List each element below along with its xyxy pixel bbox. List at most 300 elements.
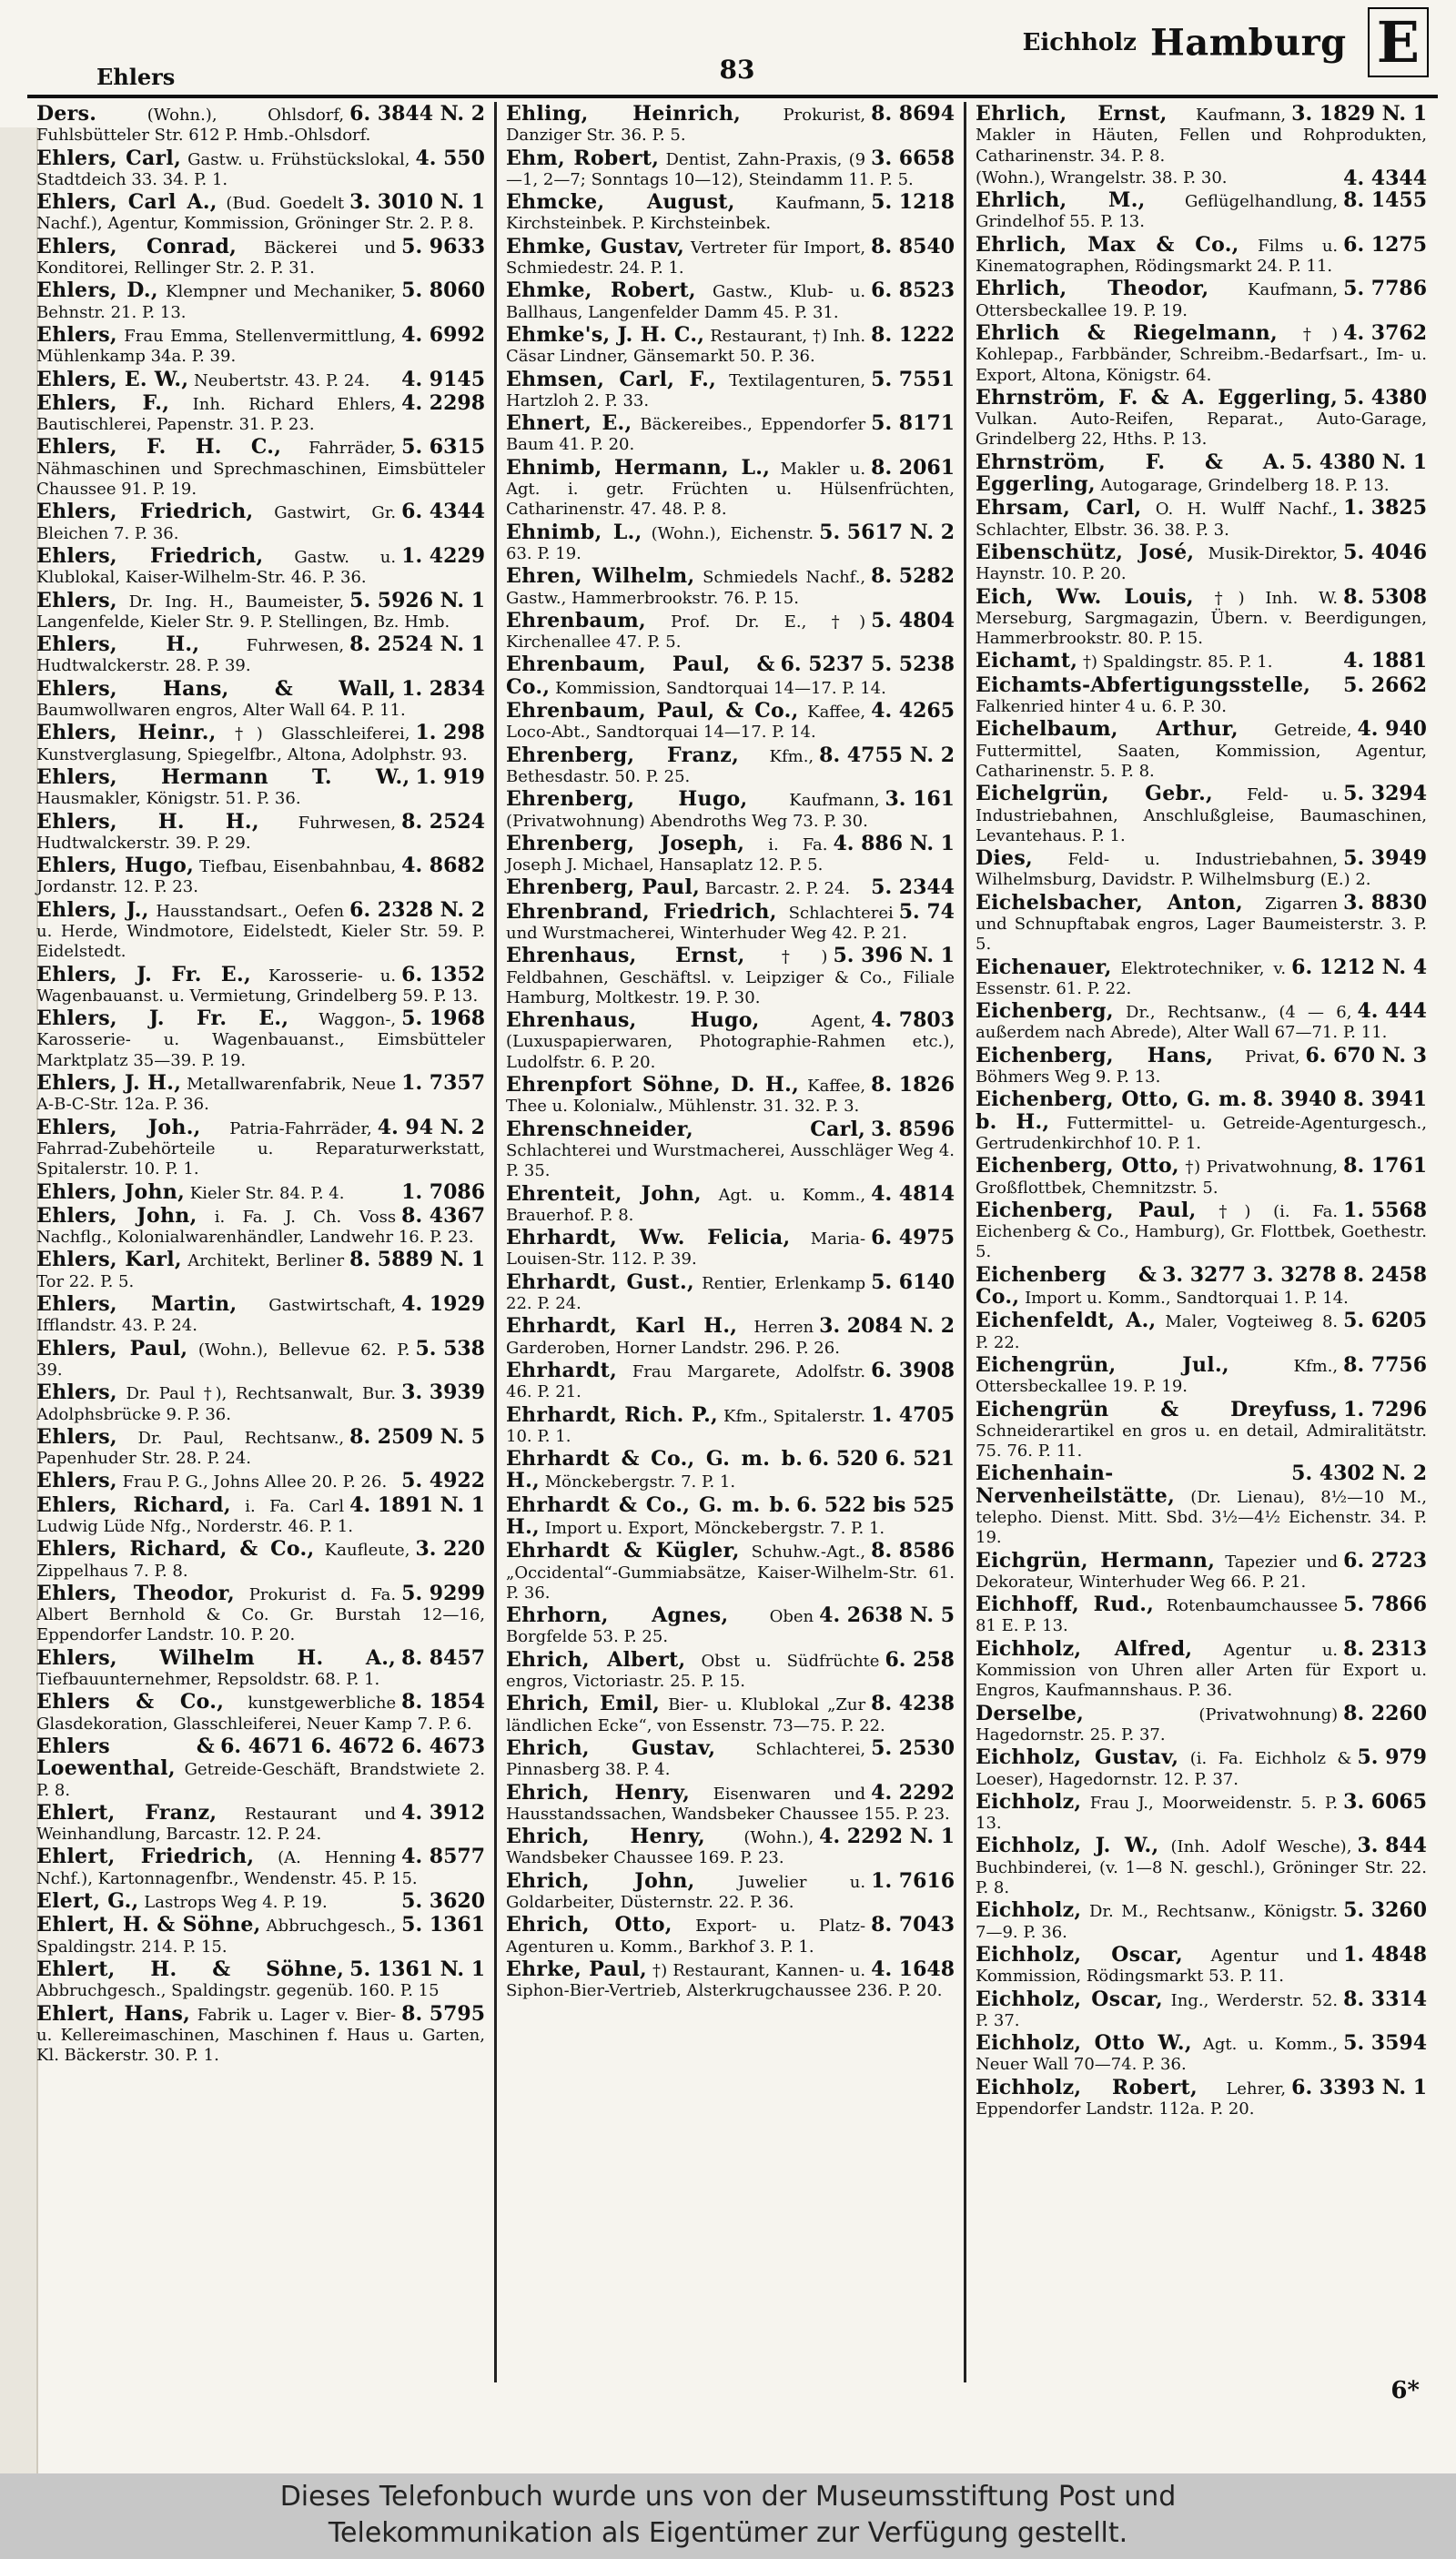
listing-entry bbox=[36, 962, 485, 1007]
phone-number: 4. 94 N. 2 bbox=[377, 1115, 485, 1139]
phone-number: 6. 522 bis 525 bbox=[796, 1492, 955, 1517]
listing-details: Gastw. u. Klublokal, Kaiser-Wilhelm-Str. 46. P. 36. bbox=[36, 547, 397, 588]
listing-name: Ehrhardt & Co., G. m. b. H., bbox=[506, 1492, 792, 1539]
phone-number: 8. 8694 bbox=[871, 102, 955, 126]
listing-details: Tiefbauunternehmer, Repsoldstr. 68. P. 1. bbox=[36, 1670, 380, 1690]
phone-number: 5. 3594 bbox=[1343, 2031, 1427, 2056]
listing-details: Oben Borgfelde 53. P. 25. bbox=[506, 1607, 814, 1647]
listing-entry bbox=[976, 1636, 1427, 1702]
listing-entry bbox=[976, 1397, 1427, 1462]
listing-details: Prof. Dr. E., †) Kirchenallee 47. P. 5. bbox=[506, 612, 866, 652]
listing-entry bbox=[506, 1868, 955, 1914]
listing-details: Gastwirt, Gr. Bleichen 7. P. 36. bbox=[36, 503, 397, 543]
phone-number: 4. 8682 bbox=[401, 854, 485, 878]
listing-name: Ehmke, Gustav, bbox=[506, 234, 685, 258]
listing-name: Eichenhain-Nervenheilstätte, bbox=[976, 1462, 1176, 1508]
phone-number: 1. 4848 bbox=[1343, 1942, 1427, 1967]
listing-name: Ehlert, Franz, bbox=[36, 1800, 217, 1825]
listing-entry bbox=[36, 855, 485, 898]
listing-name: Eichholz, J. W., bbox=[976, 1834, 1159, 1858]
listing-entry bbox=[506, 1541, 955, 1603]
listing-details: O. H. Wulff Nachf., Schlachter, Elbstr. 36. 38. P. 3. bbox=[976, 500, 1339, 540]
phone-number: 5. 4380 bbox=[1343, 385, 1427, 410]
listing-details: Dr. M., Rechtsanw., Königstr. 7—9. P. 36. bbox=[976, 1902, 1339, 1942]
phone-number: 5. 6205 bbox=[1343, 1309, 1427, 1333]
listing-details: Inh. Richard Ehlers, Bautischlerei, Papenstr. 31. P. 23. bbox=[36, 394, 397, 435]
listing-name: Ehrenbrand, Friedrich, bbox=[506, 899, 777, 924]
listing-entry bbox=[36, 148, 485, 191]
listing-name: Ehlers, Joh., bbox=[36, 1115, 201, 1139]
listing-name: Ehlers, bbox=[36, 588, 117, 612]
phone-number: 8. 8540 bbox=[871, 234, 955, 258]
listing-details: Waggon-, Karosserie- u. Wagenbauanst., Eimsbütteler Marktplatz 35—39. P. 19. bbox=[36, 1010, 485, 1070]
phone-number: 4. 3762 bbox=[1343, 320, 1427, 345]
listing-name: Ehlers, D., bbox=[36, 278, 158, 303]
phone-number: 8. 2524 N. 1 bbox=[349, 632, 485, 657]
listing-entry bbox=[36, 234, 485, 279]
listing-details: Frau P. G., Johns Allee 20. P. 26. bbox=[122, 1472, 388, 1492]
phone-number: 5. 1968 bbox=[401, 1006, 485, 1031]
listing-details: Hausstandsart., Oefen u. Herde, Windmotore, Eidelstedt, Kieler Str. 59. P. Eidelstedt. bbox=[36, 901, 485, 962]
phone-number: 4. 4814 bbox=[871, 1181, 955, 1206]
listing-entry bbox=[36, 1645, 485, 1691]
listing-details: (Wohn.), Bellevue 62. P. 39. bbox=[36, 1340, 410, 1380]
listing-details: †) Privatwohnung, Großflottbek, Chemnitzstr. 5. bbox=[976, 1158, 1339, 1198]
phone-number: 6. 4671 6. 4672 6. 4673 bbox=[220, 1734, 485, 1758]
phone-number: 3. 2084 N. 2 bbox=[819, 1314, 955, 1339]
phone-number: 4. 9145 bbox=[401, 367, 485, 391]
listing-entry bbox=[976, 1043, 1427, 1088]
listing-entry bbox=[976, 1989, 1427, 2032]
listing-entry bbox=[976, 584, 1427, 650]
phone-number: 8. 8586 bbox=[871, 1539, 955, 1563]
phone-number: 5. 3620 bbox=[401, 1889, 485, 1914]
listing-entry bbox=[976, 232, 1427, 278]
listing-entry bbox=[976, 168, 1427, 188]
phone-number: 4. 1881 bbox=[1343, 649, 1427, 673]
listing-name: Ehlers, Carl, bbox=[36, 146, 182, 170]
listing-name: Ehrlich, Max & Co., bbox=[976, 232, 1239, 257]
listing-entry bbox=[506, 1010, 955, 1073]
phone-number: 3. 844 bbox=[1357, 1834, 1427, 1858]
listing-details: Kommission, Sandtorquai 14—17. P. 14. bbox=[555, 678, 886, 698]
listing-entry bbox=[36, 104, 485, 147]
listing-name: Ehrhorn, Agnes, bbox=[506, 1603, 729, 1628]
listing-entry bbox=[976, 890, 1427, 956]
listing-name: Dies, bbox=[976, 846, 1033, 871]
phone-number: 5. 8171 bbox=[871, 411, 955, 436]
listing-entry bbox=[506, 1402, 955, 1448]
phone-number: 5. 1361 N. 1 bbox=[349, 1957, 485, 1981]
listing-name: Eichengrün & Dreyfuss, bbox=[976, 1397, 1339, 1421]
phone-number: 5. 7551 bbox=[871, 367, 955, 391]
listing-entry bbox=[36, 543, 485, 589]
listing-entry bbox=[36, 1115, 485, 1180]
listing-entry bbox=[506, 1605, 955, 1648]
phone-number: 3. 8596 bbox=[871, 1117, 955, 1141]
phone-number: 5. 4804 bbox=[871, 608, 955, 632]
listing-entry bbox=[976, 1789, 1427, 1835]
listing-details: Bäckereibes., Eppendorfer Baum 41. P. 20. bbox=[506, 415, 866, 455]
listing-details: Falkenried hinter 4 u. 6. P. 30. bbox=[976, 697, 1227, 717]
listing-entry bbox=[976, 452, 1427, 497]
listing-details: Elektrotechniker, v. Essenstr. 61. P. 22. bbox=[976, 958, 1287, 998]
listing-entry bbox=[36, 1959, 485, 2002]
listing-entry bbox=[36, 1179, 485, 1204]
phone-number: 5. 538 bbox=[415, 1336, 485, 1360]
phone-number: 6. 3908 bbox=[871, 1358, 955, 1382]
phone-number: 4. 7803 bbox=[871, 1008, 955, 1033]
listing-details: (A. Henning Nchf.), Kartonnagenfbr., Wendenstr. 45. P. 15. bbox=[36, 1848, 418, 1888]
listing-name: Eichholz, bbox=[976, 1898, 1082, 1923]
phone-number: 8. 4367 bbox=[401, 1203, 485, 1228]
listing-details: (Wohn.), Ohlsdorf, Fuhlsbütteler Str. 612 P. Hmb.-Ohlsdorf. bbox=[36, 106, 371, 146]
listing-name: Ehrsam, Carl, bbox=[976, 496, 1142, 521]
listing-name: Ehlers, Richard, & Co., bbox=[36, 1537, 315, 1562]
listing-details: Films u. Kinematographen, Rödingsmarkt 24. P. 11. bbox=[976, 236, 1339, 277]
listing-name: Ehrnström, F. & A. Eggerling, bbox=[976, 385, 1339, 410]
listing-details: Obst u. Südfrüchte engros, Victoriastr. 25. P. 15. bbox=[506, 1651, 880, 1692]
listing-entry bbox=[506, 413, 955, 456]
column-2 bbox=[497, 102, 966, 2382]
listing-entry bbox=[506, 1959, 955, 2002]
listing-details: Frau Emma, Stellenvermittlung, Mühlenkamp 34a. P. 39. bbox=[36, 326, 397, 367]
listing-details: Gastwirtschaft, Ifflandstr. 43. P. 24. bbox=[36, 1296, 397, 1336]
listing-name: Ehrhardt & Kügler, bbox=[506, 1539, 740, 1563]
listing-entry bbox=[36, 390, 485, 436]
listing-details: Maria-Louisen-Str. 112. P. 39. bbox=[506, 1229, 866, 1269]
listing-entry bbox=[506, 1647, 955, 1693]
listing-details: Kaufmann, Makler in Häuten, Fellen und Rohprodukten, Catharinenstr. 34. P. 8. bbox=[976, 106, 1427, 166]
listing-entry bbox=[36, 2001, 485, 2067]
phone-number: 8. 1854 bbox=[401, 1690, 485, 1714]
listing-details: Herren Garderoben, Horner Landstr. 296. P. 26. bbox=[506, 1318, 840, 1358]
footer-line-1: Dieses Telefonbuch wurde uns von der Museumsstiftung Post und bbox=[279, 2481, 1177, 2513]
phone-number: 3. 6658 bbox=[871, 146, 955, 170]
phone-number: 5. 4380 N. 1 bbox=[1291, 450, 1427, 474]
listing-name: Ehrlich, M., bbox=[976, 188, 1146, 213]
listing-name: Eichenberg, Hans, bbox=[976, 1043, 1214, 1067]
column-1 bbox=[27, 102, 497, 2382]
phone-number: 3. 3939 bbox=[401, 1381, 485, 1405]
listing-entry bbox=[976, 1463, 1427, 1548]
listing-details: Bäckerei und Konditorei, Rellinger Str. 2. P. 31. bbox=[36, 238, 397, 278]
listing-details: (Bud. Goedelt Nachf.), Agentur, Kommission, Gröninger Str. 2. P. 8. bbox=[36, 194, 474, 234]
listing-entry bbox=[36, 809, 485, 855]
listing-entry bbox=[36, 1800, 485, 1846]
listing-entry bbox=[506, 104, 955, 147]
listing-details: (Dr. Lienau), 8½—10 M., telepho. Dienst. Mitt. Sbd. 3½—4½ Eichenstr. 34. P. 19. bbox=[976, 1487, 1427, 1548]
listing-details: Kaufleute, Zippelhaus 7. P. 8. bbox=[36, 1541, 410, 1581]
listing-details: i. Fa. Carl Ludwig Lüde Nfg., Norderstr. 46. P. 1. bbox=[36, 1496, 353, 1536]
listing-details: Import u. Export, Mönckebergstr. 7. P. 1. bbox=[544, 1519, 885, 1538]
listing-name: Ehnimb, Hermann, L., bbox=[506, 455, 771, 480]
listing-entry bbox=[36, 634, 485, 677]
listing-name: Eichholz, Otto W., bbox=[976, 2031, 1192, 2056]
listing-entry bbox=[976, 190, 1427, 233]
listing-name: Ehlers, Carl A., bbox=[36, 190, 217, 215]
listing-details: Dentist, Zahn-Praxis, (9—1, 2—7; Sonntags 10—12), Steindamm 11. P. 5. bbox=[506, 149, 914, 189]
listing-name: Ehlers, H., bbox=[36, 632, 200, 657]
listing-name: Ehlers, Martin, bbox=[36, 1292, 238, 1317]
listing-entry bbox=[506, 1269, 955, 1315]
phone-number: 5. 5617 N. 2 bbox=[819, 520, 955, 544]
listing-entry bbox=[976, 1900, 1427, 1943]
listing-details: Juwelier u. Goldarbeiter, Düsternstr. 22. P. 36. bbox=[506, 1872, 866, 1913]
listing-name: Ehlers, bbox=[36, 322, 117, 347]
phone-number: 8. 1761 bbox=[1343, 1154, 1427, 1178]
phone-number: 8. 2260 bbox=[1343, 1701, 1427, 1725]
listing-details: Schlachterei und Wurstmacherei, Winterhuder Weg 42. P. 21. bbox=[506, 903, 907, 943]
listing-details: Agt. u. Komm., Neuer Wall 70—74. P. 36. bbox=[976, 2035, 1339, 2075]
phone-number: 5. 4302 N. 2 bbox=[1291, 1462, 1427, 1486]
listing-entry bbox=[36, 1382, 485, 1425]
listing-details: Tiefbau, Eisenbahnbau, Jordanstr. 12. P. 23. bbox=[36, 857, 397, 897]
listing-details: Kfm., Spitalerstr. 10. P. 1. bbox=[506, 1406, 866, 1446]
phone-number: 5. 3260 bbox=[1343, 1898, 1427, 1923]
listing-details: (Inh. Adolf Wesche), Buchbinderei, (v. 1—8 N. geschl.), Gröninger Str. 22. P. 8. bbox=[976, 1837, 1427, 1898]
phone-number: 8. 1455 bbox=[1343, 188, 1427, 213]
listing-details: Dr. Paul, Rechtsanw., Papenhuder Str. 28. P. 24. bbox=[36, 1428, 345, 1469]
listing-entry bbox=[976, 675, 1427, 718]
phone-number: 5. 1361 bbox=[401, 1913, 485, 1937]
listing-details: Fuhrwesen, Hudtwalckerstr. 28. P. 39. bbox=[36, 636, 345, 676]
listing-name: Eichelsbacher, Anton, bbox=[976, 890, 1243, 915]
phone-number: 5. 6140 bbox=[871, 1269, 955, 1294]
listing-entry bbox=[506, 234, 955, 279]
listing-name: Eichenberg, Otto, G. m. b. H., bbox=[976, 1087, 1248, 1134]
column-3 bbox=[966, 102, 1436, 2382]
phone-number: 4. 444 bbox=[1357, 999, 1427, 1024]
phone-number: 3. 1829 N. 1 bbox=[1291, 102, 1427, 126]
listing-details: (Wohn.), Eichenstr. 63. P. 19. bbox=[506, 523, 814, 563]
listing-name: Ehlers, bbox=[36, 1469, 117, 1493]
listing-name: Eichenberg, Otto, bbox=[976, 1154, 1179, 1178]
listing-details: Agent, (Luxuspapierwaren, Photographie-Rahmen etc.), Ludolfstr. 6. P. 20. bbox=[506, 1012, 955, 1072]
listing-details: Makler u. Agt. i. getr. Früchten u. Hülsenfrüchten, Catharinenstr. 47. 48. P. 8. bbox=[506, 459, 955, 520]
phone-number: 3. 3277 3. 3278 8. 2458 bbox=[1162, 1262, 1427, 1287]
listing-entry bbox=[36, 1424, 485, 1470]
phone-number: 5. 74 bbox=[898, 899, 955, 924]
listing-name: Eichelbaum, Arthur, bbox=[976, 717, 1239, 742]
listing-entry bbox=[506, 322, 955, 368]
phone-number: 6. 4975 bbox=[871, 1226, 955, 1250]
listing-entry bbox=[506, 654, 955, 699]
listing-name: Ehlers, F., bbox=[36, 390, 170, 415]
listing-entry bbox=[976, 1836, 1427, 1898]
listing-details: Karosserie- u. Wagenbauanst. u. Vermietung, Grindelberg 59. P. 13. bbox=[36, 966, 479, 1006]
phone-number: 8. 7756 bbox=[1343, 1352, 1427, 1377]
listing-entry bbox=[506, 745, 955, 788]
header-right bbox=[1022, 9, 1429, 76]
listing-entry bbox=[976, 719, 1427, 782]
listing-details: Kaffee, Thee u. Kolonialw., Mühlenstr. 31. 32. P. 3. bbox=[506, 1077, 866, 1117]
phone-number: 4. 1929 bbox=[401, 1292, 485, 1317]
listing-entry bbox=[36, 1471, 485, 1492]
listing-entry bbox=[36, 723, 485, 765]
listing-details: (Wohn.), Wandsbeker Chaussee 169. P. 23. bbox=[506, 1828, 814, 1868]
phone-number: 8. 1222 bbox=[871, 322, 955, 347]
listing-entry bbox=[976, 498, 1427, 541]
phone-number: 4. 4344 bbox=[1343, 166, 1427, 190]
phone-number: 6. 4344 bbox=[401, 500, 485, 524]
listing-details: Fuhrwesen, Hudtwalckerstr. 39. P. 29. bbox=[36, 813, 397, 853]
listing-details: (i. Fa. Eichholz & Loeser), Hagedornstr. 12. P. 37. bbox=[976, 1749, 1352, 1789]
listing-details: Ing., Werderstr. 52. P. 37. bbox=[976, 1990, 1339, 2030]
listing-details: i. Fa. Joseph J. Michael, Hansaplatz 12. P. 5. bbox=[506, 834, 828, 875]
listing-name: Ehmke's, J. H. C., bbox=[506, 322, 705, 347]
phone-number: 6. 3844 N. 2 bbox=[349, 102, 485, 126]
listing-details: Barcastr. 2. P. 24. bbox=[704, 879, 851, 899]
listing-name: Ehlers, Paul, bbox=[36, 1336, 188, 1360]
listing-entry bbox=[506, 1360, 955, 1403]
listing-details: Abbruchgesch., Spaldingstr. gegenüb. 160. P. 15 bbox=[36, 1981, 440, 2001]
phone-number: 5. 7786 bbox=[1343, 277, 1427, 301]
listing-name: Ehrich, Albert, bbox=[506, 1647, 686, 1672]
listing-name: Eichenfeldt, A., bbox=[976, 1309, 1157, 1333]
phone-number: 5. 2530 bbox=[871, 1735, 955, 1760]
listing-entry bbox=[976, 2075, 1427, 2120]
listing-name: Ehlers, Karl, bbox=[36, 1248, 182, 1272]
listing-entry bbox=[506, 1826, 955, 1869]
phone-number: 5. 2344 bbox=[871, 875, 955, 900]
listing-details: Gastw. u. Frühstückslokal, Stadtdeich 33. 34. P. 1. bbox=[36, 149, 410, 189]
listing-name: Ehrenhaus, Ernst, bbox=[506, 944, 745, 968]
signature-mark: 6* bbox=[1390, 2377, 1420, 2404]
listing-entry bbox=[36, 897, 485, 963]
listing-name: Ehrhardt & Co., G. m. b. H., bbox=[506, 1447, 804, 1493]
phone-number: 8. 2509 N. 5 bbox=[349, 1424, 485, 1449]
listing-entry bbox=[36, 501, 485, 544]
listing-details: Dr. Ing. H., Baumeister, Langenfelde, Kieler Str. 9. P. Stellingen, Bz. Hmb. bbox=[36, 592, 450, 632]
listing-name: Ehrich, Emil, bbox=[506, 1692, 661, 1716]
phone-number: 4. 4265 bbox=[871, 699, 955, 723]
listing-details: Lastrops Weg 4. P. 19. bbox=[144, 1893, 328, 1913]
phone-number: 6. 2723 bbox=[1343, 1548, 1427, 1573]
listing-details: Gastw., Klub- u. Ballhaus, Langenfelder Damm 45. P. 31. bbox=[506, 282, 866, 322]
phone-number: 1. 5568 bbox=[1343, 1198, 1427, 1222]
footer-line-2: Telekommunikation als Eigentümer zur Verfügung gestellt. bbox=[328, 2517, 1128, 2549]
phone-number: 1. 2834 bbox=[401, 676, 485, 701]
listing-details: Tapezier und Dekorateur, Winterhuder Weg 66. P. 21. bbox=[976, 1552, 1339, 1592]
listing-name: Ehlers, Friedrich, bbox=[36, 500, 254, 524]
listing-name: Ehlers, Hugo, bbox=[36, 854, 195, 878]
listing-details: (Privatwohnung) Hagedornstr. 25. P. 37. bbox=[976, 1704, 1339, 1745]
listing-name: Eichhoff, Rud., bbox=[976, 1593, 1155, 1617]
listing-details: Kaffee, Loco-Abt., Sandtorquai 14—17. P. 14. bbox=[506, 703, 866, 743]
listing-entry bbox=[506, 369, 955, 412]
listing-entry bbox=[36, 1294, 485, 1337]
listing-name: Ehlers, Heinr., bbox=[36, 721, 217, 745]
phone-number: 5. 6315 bbox=[401, 435, 485, 460]
phone-number: 6. 520 6. 521 bbox=[808, 1447, 955, 1472]
listing-entry bbox=[506, 1492, 955, 1540]
listing-details: Kieler Str. 84. P. 4. bbox=[189, 1183, 345, 1203]
listing-details: Prokurist d. Fa. Albert Bernhold & Co. Gr. Burstah 12—16, Eppendorfer Landstr. 10. P. 20. bbox=[36, 1584, 485, 1645]
phone-number: 6. 1352 bbox=[401, 962, 485, 986]
directory-columns bbox=[27, 102, 1436, 2382]
phone-number: 3. 3010 N. 1 bbox=[349, 190, 485, 215]
listing-entry bbox=[36, 1736, 485, 1801]
listing-name: Ehrenhaus, Hugo, bbox=[506, 1008, 760, 1033]
phone-number: 8. 2313 bbox=[1343, 1636, 1427, 1661]
listing-entry bbox=[506, 192, 955, 235]
phone-number: 8. 7043 bbox=[871, 1913, 955, 1937]
phone-number: 8. 4238 bbox=[871, 1692, 955, 1716]
listing-entry bbox=[506, 280, 955, 323]
listing-details: Futtermittel- u. Getreide-Agenturgesch., Gertrudenkirchhof 10. P. 1. bbox=[976, 1113, 1427, 1153]
listing-name: Ehlers, Hermann T. W., bbox=[36, 764, 410, 789]
phone-number: 8. 5282 bbox=[871, 564, 955, 589]
listing-name: Ehlers, H. H., bbox=[36, 809, 259, 834]
phone-number: 3. 220 bbox=[415, 1537, 485, 1562]
listing-details: Maler, Vogteiweg 8. P. 22. bbox=[976, 1312, 1339, 1352]
phone-number: 4. 8577 bbox=[401, 1845, 485, 1869]
phone-number: 1. 4705 bbox=[871, 1402, 955, 1427]
phone-number: 6. 258 bbox=[885, 1647, 955, 1672]
listing-name: Ehlers, Conrad, bbox=[36, 234, 238, 258]
listing-name: Ehnert, E., bbox=[506, 411, 632, 436]
listing-name: Derselbe, bbox=[976, 1701, 1085, 1725]
listing-entry bbox=[506, 1119, 955, 1182]
listing-name: Ehlert, Hans, bbox=[36, 2001, 191, 2026]
listing-entry bbox=[506, 831, 955, 876]
listing-name: Ehrenberg, Joseph, bbox=[506, 831, 745, 855]
listing-name: Ehlers, F. H. C., bbox=[36, 435, 282, 460]
listing-details: Getreide, Futtermittel, Saaten, Kommission, Agentur, Catharinenstr. 5. P. 8. bbox=[976, 721, 1427, 781]
listing-entry bbox=[976, 1200, 1427, 1263]
listing-entry bbox=[36, 1846, 485, 1889]
listing-name: Eichamt, bbox=[976, 649, 1078, 673]
phone-number: 6. 1275 bbox=[1343, 232, 1427, 257]
listing-name: Eichengrün, Jul., bbox=[976, 1352, 1229, 1377]
listing-entry bbox=[36, 192, 485, 235]
listing-entry bbox=[976, 104, 1427, 167]
listing-name: Eichamts-Abfertigungsstelle, bbox=[976, 673, 1311, 697]
listing-name: Ehlers, Hans, & Wall, bbox=[36, 676, 397, 701]
phone-number: 5. 8060 bbox=[401, 278, 485, 303]
listing-details: Import u. Komm., Sandtorquai 1. P. 14. bbox=[1025, 1289, 1349, 1309]
phone-number: 5. 9633 bbox=[401, 234, 485, 258]
listing-details: Neubertstr. 43. P. 24. bbox=[194, 370, 370, 390]
listing-entry bbox=[506, 1228, 955, 1270]
listing-details: Schlachterei, Pinnasberg 38. P. 4. bbox=[506, 1739, 866, 1780]
phone-number: 1. 7616 bbox=[871, 1868, 955, 1893]
phone-number: 1. 7086 bbox=[401, 1179, 485, 1204]
listing-details: Agt. u. Komm., Brauerhof. P. 8. bbox=[506, 1185, 866, 1225]
listing-entry bbox=[506, 1915, 955, 1957]
listing-details: Mönckebergstr. 7. P. 1. bbox=[544, 1472, 736, 1492]
listing-entry bbox=[36, 1336, 485, 1381]
listing-entry bbox=[36, 1583, 485, 1646]
phone-number: 5. 3949 bbox=[1343, 846, 1427, 871]
listing-entry bbox=[976, 385, 1427, 450]
listing-name: Ehrenpfort Söhne, D. H., bbox=[506, 1073, 800, 1097]
listing-details: †) Spaldingstr. 85. P. 1. bbox=[1083, 652, 1273, 673]
phone-number: 6. 2328 N. 2 bbox=[349, 897, 485, 922]
listing-details: Klempner und Mechaniker, Behnstr. 21. P. 13. bbox=[36, 282, 397, 322]
listing-name: Ehlers, Friedrich, bbox=[36, 543, 264, 568]
listing-details: Musik-Direktor, Haynstr. 10. P. 20. bbox=[976, 543, 1339, 584]
listing-details: Schneiderartikel en gros u. en detail, Admiralitätstr. 75. 76. P. 11. bbox=[976, 1421, 1427, 1462]
listing-entry bbox=[976, 1548, 1427, 1593]
phone-number: 8. 2524 bbox=[401, 809, 485, 834]
phone-number: 8. 5889 N. 1 bbox=[349, 1248, 485, 1272]
phone-number: 5. 9299 bbox=[401, 1581, 485, 1605]
listing-entry bbox=[506, 877, 955, 899]
listing-name: Ehling, Heinrich, bbox=[506, 102, 742, 126]
listing-entry bbox=[976, 320, 1427, 386]
